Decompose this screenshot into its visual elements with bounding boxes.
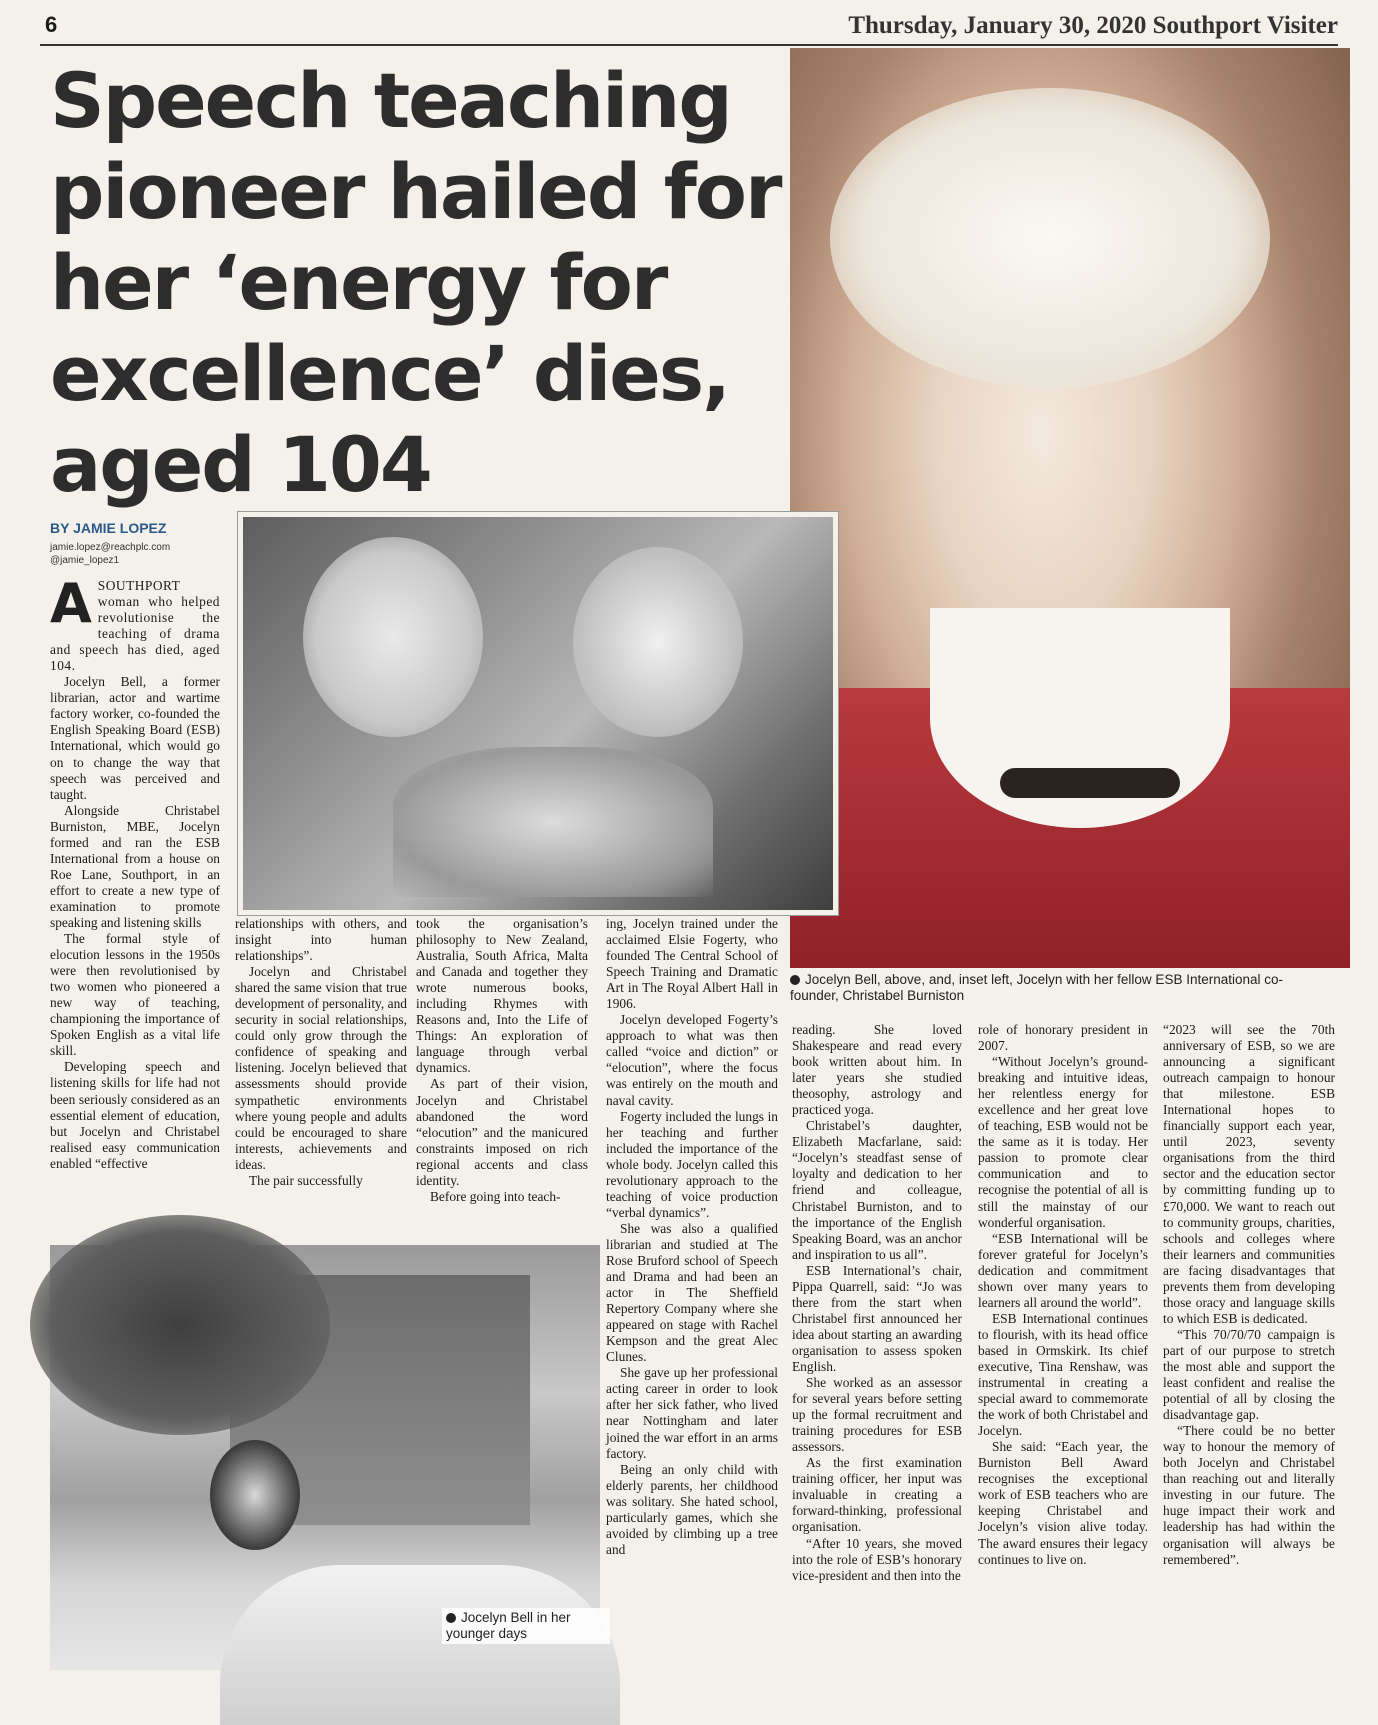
paragraph: The formal style of elocution lessons in the 1950s were then revolutionised by two women who pioneered a new way of teaching, championing the importance of Spoken English as a vital life skill.: [50, 931, 220, 1059]
paragraph: Fogerty included the lungs in her teaching and further included the importance of the whole body. Jocelyn called this revolutionary approach to the teaching of voice production “verbal dynamics”.: [606, 1108, 778, 1220]
paragraph: Developing speech and listening skills for life had not been seriously considered as an essential element of education, but Jocelyn and Christabel realised easy communication enabled “effective: [50, 1059, 220, 1171]
headline: Speech teaching pioneer hailed for her ‘energy for excellence’ dies, aged 104: [50, 56, 781, 509]
bullet-icon: [790, 975, 800, 985]
paragraph: “After 10 years, she moved into the role of ESB’s honorary vice-president and then into the: [792, 1535, 962, 1583]
caption-text: Jocelyn Bell, above, and, inset left, Jocelyn with her fellow ESB International co-founder, Christabel Burniston: [790, 972, 1284, 1003]
paragraph: Before going into teach-: [430, 1188, 561, 1204]
paragraph: “This 70/70/70 campaign is part of our purpose to stretch the most able and support the least confident and realise the potential of all by closing the disadvantage gap.: [1163, 1326, 1335, 1423]
paragraph: She worked as an assessor for several years before setting up the formal recruitment and training procedures for ESB assessors.: [792, 1375, 962, 1455]
paragraph: Being an only child with elderly parents, her childhood was solitary. She hated school, particularly games, which she avoided by climbing up a tree and: [606, 1461, 778, 1557]
author-email: jamie.lopez@reachplc.com: [50, 542, 171, 553]
paragraph: ESB International’s chair, Pippa Quarrell, said: “Jo was there from the start when Christabel first announced her idea about starting an awarding organisation to assess spoken English.: [792, 1262, 962, 1374]
paragraph: Christabel’s daughter, Elizabeth Macfarlane, said: “Jocelyn’s steadfast sense of loyalty and dedication to her friend and colleague, Christabel Burniston, and to the importance of the English Speaking Board, was an anchor and inspiration to us all”.: [792, 1118, 962, 1262]
top-rule: [40, 44, 1338, 46]
paragraph: took the organisation’s philosophy to New Zealand, Australia, South Africa, Malta and Canada and together they wrote numerous books, including Rhymes with Reasons and, Into the Life of Things: An exploration of language through verbal dynamics.: [416, 916, 588, 1076]
article-column-4: [606, 916, 778, 1558]
paragraph: She gave up her professional acting career in order to look after her sick father, who lived near Nottingham and later joined the war effort in an arms factory.: [606, 1365, 778, 1461]
caption-younger-photo: [442, 1608, 610, 1644]
byline: BY JAMIE LOPEZ: [50, 520, 167, 536]
paragraph: “There could be no better way to honour the memory of both Jocelyn and Christabel than reaching out and literally investing in our future. The huge impact their work and leadership has had within the organisation will always be remembered”.: [1163, 1423, 1335, 1567]
masthead-date-publication: Thursday, January 30, 2020 Southport Visiter: [848, 12, 1338, 39]
photo-jocelyn-younger: [50, 1245, 600, 1670]
paragraph: “ESB International will be forever grateful for Jocelyn’s dedication and commitment shown over many years to learners all around the world”.: [978, 1230, 1148, 1310]
paragraph: relationships with others, and insight into human relationships”.: [235, 916, 407, 964]
paragraph: As the first examination training officer, her input was invaluable in creating a forward-thinking, professional organisation.: [792, 1455, 962, 1535]
paragraph: reading. She loved Shakespeare and read every book written about him. In later years she studied theosophy, astrology and practiced yoga.: [792, 1022, 962, 1118]
paragraph: ing, Jocelyn trained under the acclaimed Elsie Fogerty, who founded The Central School of Speech Training and Dramatic Art in The Royal Albert Hall in 1906.: [606, 916, 778, 1012]
paragraph: role of honorary president in 2007.: [978, 1022, 1148, 1054]
paragraph: ESB International continues to flourish, with its head office based in Ormskirk. Its chief executive, Tina Renshaw, was instrumental in creating a special award to commemorate the work of both Christabel and Jocelyn.: [978, 1310, 1148, 1439]
article-column-2: [235, 916, 407, 1189]
paragraph: As part of their vision, Jocelyn and Christabel abandoned the word “elocution” and the manicured constraints imposed on rich regional accents and class identity.: [416, 1076, 588, 1188]
paragraph: “Without Jocelyn’s ground-breaking and intuitive ideas, her relentless energy for excellence and her great love of teaching, ESB would not be the same as it is today. Her passion to promote clear communication and to recognise the potential of all is still the mainstay of our wonderful organisation.: [978, 1054, 1148, 1230]
page-number: 6: [45, 12, 58, 37]
caption-main-photo: [790, 972, 1310, 1004]
article-column-3: [416, 916, 588, 1205]
paragraph: She was also a qualified librarian and studied at The Rose Bruford school of Speech and Drama and had been an actor in The Sheffield Repertory Company where she appeared on stage with Rachel Kempson and the great Alec Clunes.: [606, 1220, 778, 1365]
caption-text: Jocelyn Bell in her younger days: [446, 1610, 571, 1641]
article-column-6: [978, 1022, 1148, 1568]
article-column-7: [1163, 1022, 1335, 1568]
paragraph: She said: “Each year, the Burniston Bell Award recognises the exceptional work of ESB teachers who are keeping Christabel and Jocelyn’s vision alive today. The award ensures their legacy continues to live on.: [978, 1439, 1148, 1567]
bullet-icon: [446, 1613, 456, 1623]
photo-jocelyn-and-christabel: [238, 512, 838, 915]
drop-cap: A: [50, 572, 92, 635]
author-twitter: @jamie_lopez1: [50, 555, 120, 566]
paragraph: The pair successfully: [249, 1172, 363, 1188]
article-column-5: [792, 1022, 962, 1584]
paragraph: Jocelyn and Christabel shared the same vision that true development of personality, and security in social relationships, could only grow through the confidence of speaking and listening. Jocelyn believed that assessments should provide sympathetic environments where young people and adults could be encouraged to share interests, achievements and ideas.: [235, 964, 407, 1172]
paragraph: Jocelyn developed Fogerty’s approach to what was then called “voice and diction” or “elocution”, where the focus was entirely on the mouth and naval cavity.: [606, 1012, 778, 1108]
article-column-1: [50, 572, 220, 1172]
paragraph: Alongside Christabel Burniston, MBE, Jocelyn formed and ran the ESB International from a house on Roe Lane, Southport, in an effort to create a new type of examination to promote speaking and listening skills: [50, 802, 220, 930]
paragraph: “2023 will see the 70th anniversary of ESB, so we are announcing a significant outreach campaign to honour that milestone. ESB International hopes to financially support each year, until 2023, seventy organisations from the third sector and the education sector by committing funding up to £70,000. We want to reach out to community groups, charities, schools and colleges where their learners and communities are facing disadvantages that prevents them from developing those oracy and language skills to which ESB is dedicated.: [1163, 1022, 1335, 1326]
paragraph: Jocelyn Bell, a former librarian, actor and wartime factory worker, co-founded the English Speaking Board (ESB) International, which would go on to change the way that speech was perceived and taught.: [50, 674, 220, 802]
lead-paragraph: SOUTHPORT woman who helped revolutionise the teaching of drama and speech has died, aged 104.: [50, 578, 220, 674]
author-contact: [50, 541, 170, 567]
photo-jocelyn-portrait: [790, 48, 1350, 968]
